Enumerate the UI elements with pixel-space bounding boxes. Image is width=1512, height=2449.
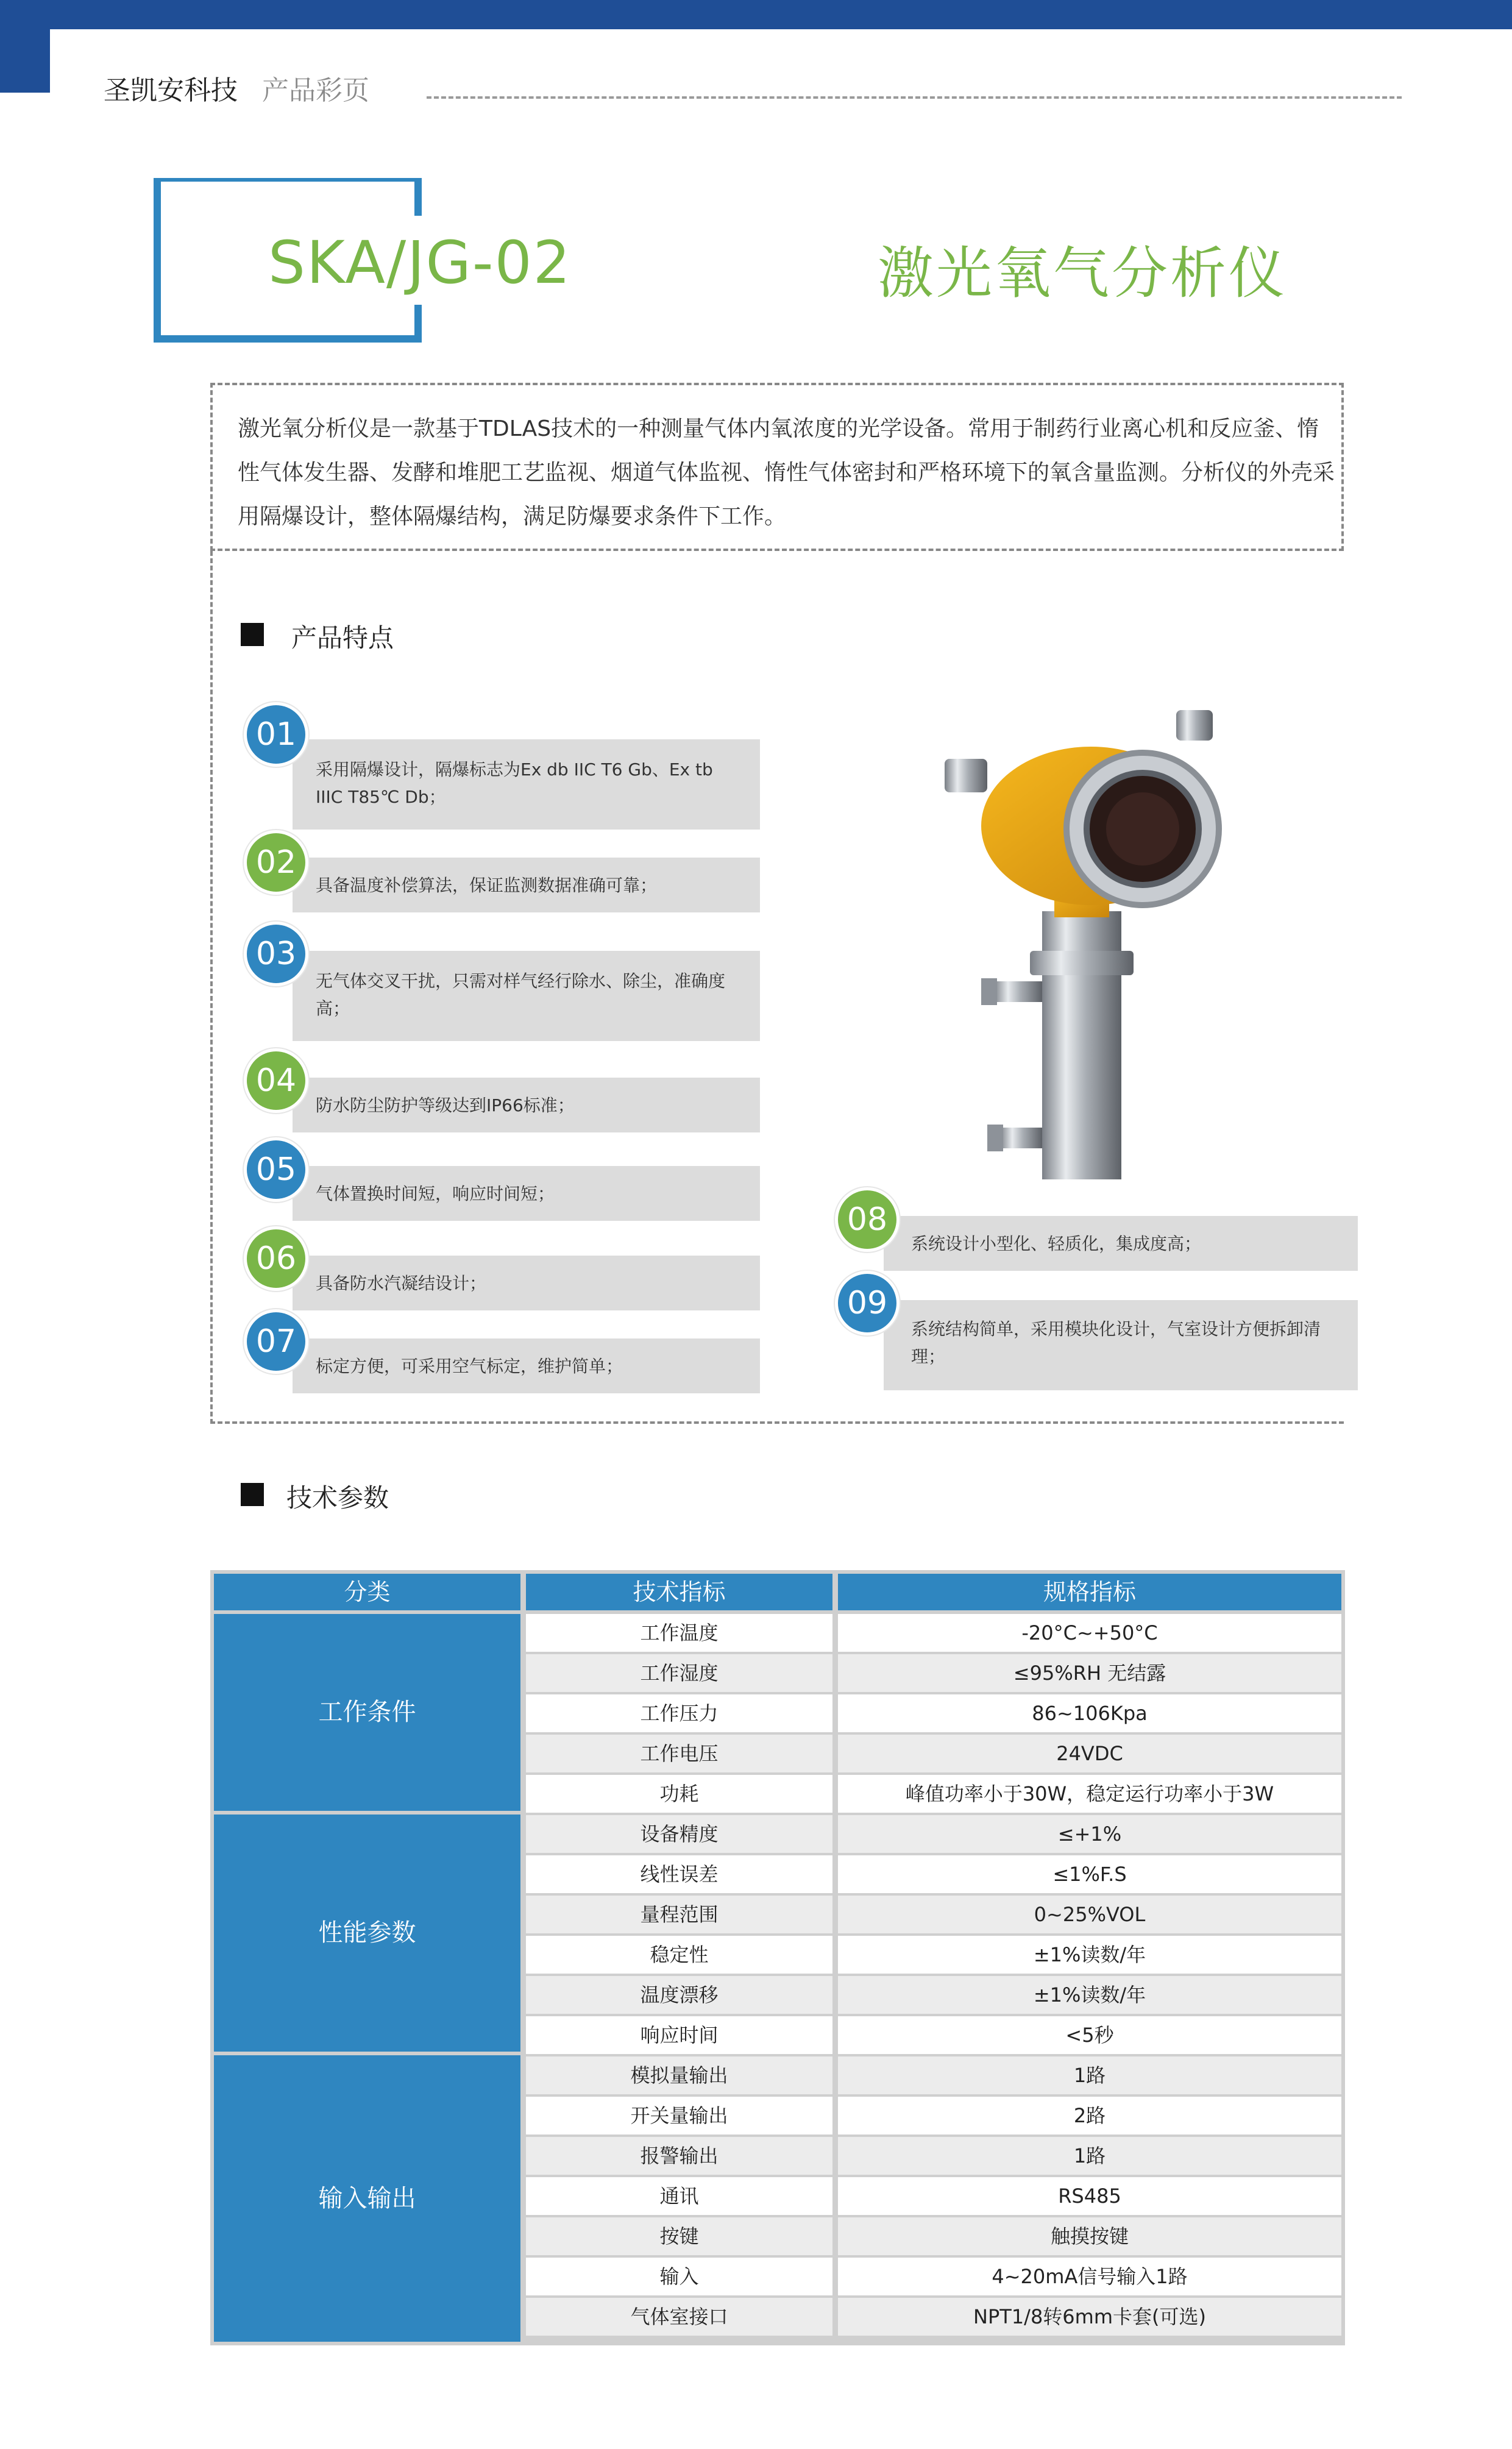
oxygen-analyzer-image [932, 692, 1231, 1179]
indicator-cell: 线性误差 [526, 1855, 832, 1893]
feature-text: 标定方便，可采用空气标定，维护简单； [316, 1356, 623, 1376]
feature-text: 采用隔爆设计，隔爆标志为Ex db IIC T6 Gb、Ex tb IIIC T85℃ Db； [316, 759, 713, 807]
table-row [526, 2258, 1344, 2295]
spec-cell: 1路 [838, 2056, 1341, 2094]
header-spec: 规格指标 [838, 1574, 1341, 1610]
features-border [210, 551, 213, 1424]
feature-text: 具备防水汽凝结设计； [316, 1273, 487, 1293]
section-marker-icon [241, 1483, 264, 1506]
indicator-cell: 气体室接口 [526, 2298, 832, 2336]
top-bar-tab [0, 0, 50, 93]
feature-text: 防水防尘防护等级达到IP66标准； [316, 1095, 575, 1115]
indicator-cell: 稳定性 [526, 1936, 832, 1974]
table-row [526, 1815, 1344, 1853]
spec-cell: -20°C~+50°C [838, 1614, 1341, 1652]
table-row [526, 2097, 1344, 2134]
table-row [526, 2298, 1344, 2336]
feature-number: 05 [244, 1137, 308, 1202]
tech-heading: 技术参数 [286, 1483, 389, 1513]
features-heading: 产品特点 [291, 623, 394, 653]
feature-number: 03 [244, 922, 308, 986]
table-row [526, 1614, 1344, 1652]
table-row [526, 1976, 1344, 2014]
table-row [526, 2177, 1344, 2215]
spec-cell: 24VDC [838, 1735, 1341, 1772]
indicator-cell: 输入 [526, 2258, 832, 2295]
feature-number: 04 [244, 1048, 308, 1113]
model-code: SKA/JG-02 [268, 229, 572, 297]
indicator-cell: 开关量输出 [526, 2097, 832, 2134]
description-text: 激光氧分析仪是一款基于TDLAS技术的一种测量气体内氧浓度的光学设备。常用于制药行业离心机和反应釜、惰性气体发生器、发酵和堆肥工艺监视、烟道气体监视、惰性气体密封和严格环境下的氧含量监测。分析仪的外壳采用隔爆设计，整体隔爆结构，满足防爆要求条件下工作。 [238, 416, 1335, 529]
spec-cell: 0~25%VOL [838, 1896, 1341, 1933]
table-row [526, 1654, 1344, 1692]
top-bar [0, 0, 1512, 29]
table-row [526, 1936, 1344, 1974]
spec-cell: ≤1%F.S [838, 1855, 1341, 1893]
feature-number: 07 [244, 1309, 308, 1374]
spec-cell: ±1%读数/年 [838, 1976, 1341, 2014]
indicator-cell: 工作湿度 [526, 1654, 832, 1692]
indicator-cell: 响应时间 [526, 2016, 832, 2054]
indicator-cell: 按键 [526, 2217, 832, 2255]
spec-cell: NPT1/8转6mm卡套(可选) [838, 2298, 1341, 2336]
section-label: 产品彩页 [262, 75, 369, 106]
spec-cell: 峰值功率小于30W，稳定运行功率小于3W [838, 1775, 1341, 1813]
section-marker-icon [241, 623, 264, 646]
table-row [526, 1735, 1344, 1772]
product-name: 激光氧气分析仪 [878, 241, 1288, 306]
indicator-cell: 温度漂移 [526, 1976, 832, 2014]
brand-name: 圣凯安科技 [104, 75, 238, 106]
feature-number: 06 [244, 1226, 308, 1291]
header-divider [427, 96, 1402, 99]
spec-cell: RS485 [838, 2177, 1341, 2215]
spec-cell: <5秒 [838, 2016, 1341, 2054]
spec-cell: 86~106Kpa [838, 1694, 1341, 1732]
feature-number: 09 [835, 1271, 900, 1335]
indicator-cell: 量程范围 [526, 1896, 832, 1933]
indicator-cell: 设备精度 [526, 1815, 832, 1853]
feature-text: 具备温度补偿算法，保证监测数据准确可靠； [316, 875, 658, 895]
feature-text: 气体置换时间短，响应时间短； [316, 1184, 555, 1204]
spec-cell: 2路 [838, 2097, 1341, 2134]
feature-text: 系统结构简单，采用模块化设计，气室设计方便拆卸清理； [911, 1319, 1321, 1367]
indicator-cell: 功耗 [526, 1775, 832, 1813]
header-category: 分类 [214, 1574, 520, 1610]
spec-cell: ≤95%RH 无结露 [838, 1654, 1341, 1692]
category-cell: 性能参数 [214, 1815, 520, 2052]
spec-table [210, 1570, 1345, 2345]
feature-text: 系统设计小型化、轻质化，集成度高； [911, 1234, 1202, 1254]
table-row [526, 1855, 1344, 1893]
indicator-cell: 模拟量输出 [526, 2056, 832, 2094]
brand-header [104, 68, 369, 107]
spec-cell: ±1%读数/年 [838, 1936, 1341, 1974]
feature-number: 08 [835, 1187, 900, 1252]
spec-cell: ≤+1% [838, 1815, 1341, 1853]
table-row [526, 2016, 1344, 2054]
indicator-cell: 工作温度 [526, 1614, 832, 1652]
table-row [526, 1775, 1344, 1813]
feature-text: 无气体交叉干扰，只需对样气经行除水、除尘，准确度高； [316, 971, 726, 1018]
category-cell: 工作条件 [214, 1614, 520, 1811]
spec-cell: 4~20mA信号输入1路 [838, 2258, 1341, 2295]
indicator-cell: 报警输出 [526, 2137, 832, 2175]
table-row [526, 2056, 1344, 2094]
features-bottom-border [210, 1421, 1344, 1424]
table-row [526, 1694, 1344, 1732]
header-indicator: 技术指标 [526, 1574, 832, 1610]
feature-number: 01 [244, 702, 308, 767]
spec-cell: 触摸按键 [838, 2217, 1341, 2255]
table-row [526, 1896, 1344, 1933]
category-cell: 输入输出 [214, 2055, 520, 2342]
table-row [526, 2217, 1344, 2255]
indicator-cell: 工作压力 [526, 1694, 832, 1732]
table-row [526, 2137, 1344, 2175]
indicator-cell: 工作电压 [526, 1735, 832, 1772]
feature-number: 02 [244, 830, 308, 895]
spec-cell: 1路 [838, 2137, 1341, 2175]
indicator-cell: 通讯 [526, 2177, 832, 2215]
